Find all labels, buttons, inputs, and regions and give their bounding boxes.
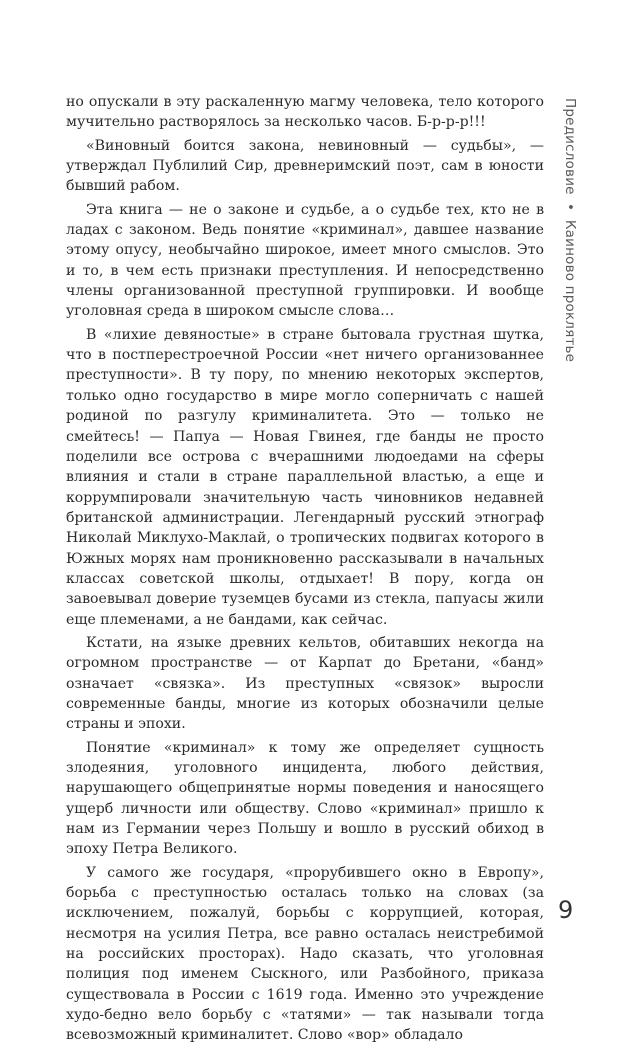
paragraph-1: но опускали в эту раскаленную магму человека, тело которого мучительно растворялось за несколько часов. Б-р-р-р!!! [66, 94, 544, 131]
paragraph-4: В «лихие девяностые» в стране бытовала грустная шутка, что в постперестроечной России «нет ничего организованнее преступности». В ту пору, по мнению некоторых экспертов, только одно государство в мире могло соперничать с нашей родиной по разгулу криминалитета. Это — только не смейтесь! — Папуа — Новая Гвинея, где банды не просто поделили все острова с вчерашними людоедами на сферы влияния и стали в стране параллельной властью, а еще и коррумпировали значительную часть чиновников недавней британской администрации. Легендарный русский этнограф Николай Миклухо-Маклай, о тропических подвигах которого в Южных морях нам проникновенно рассказывали в начальных классах советской школы, отдыхает! В пору, когда он завоевывал доверие туземцев бусами из стекла, папуасы жили еще племенами, а не бандами, как сейчас. [66, 326, 544, 628]
running-head-separator: • [562, 203, 578, 212]
paragraph-5: Кстати, на языке древних кельтов, обитавших некогда на огромном пространстве — от Карпат до Бретани, «банд» означает «связка». Из преступных «связок» выросли современные банды, многие из которых обозначили целые страны и эпохи. [66, 634, 544, 733]
running-head-title: Каиново проклятье [562, 219, 578, 363]
paragraph-6: Понятие «криминал» к тому же определяет сущность злодеяния, уголовного инцидента, любого действия, нарушающего общепринятые нормы поведения и наносящего ущерб личности или обществу. Слово «криминал» пришло к нам из Германии через Польшу и вошло в русский обиход в эпоху Петра Великого. [66, 739, 544, 858]
running-head-section: Предисловие [562, 98, 578, 195]
paragraph-3: Эта книга — не о законе и судьбе, а о судьбе тех, кто не в ладах с законом. Ведь понятие «криминал», давшее название этому опусу, необычайно широкое, имеет много смыслов. Это и то, в чем есть признаки преступления. И непосредственно члены организованной преступной группировки. И вообще уголовная среда в широком смысле слова… [66, 201, 544, 320]
paragraph-7: У самого же государя, «прорубившего окно в Европу», борьба с преступностью осталась только на словах (за исключением, пожалуй, борьбы с коррупцией, которая, несмотря на усилия Петра, все равно осталась неистребимой на российских просторах). Надо сказать, что уголовная полиция под именем Сыскного, или Разбойного, приказа существовала в России с 1619 года. Именно это учреждение худо-бедно вело борьбу с «татями» — так называли тогда всевозможный криминалитет. Слово «вор» обладало [66, 864, 544, 1044]
page-number: 9 [558, 896, 574, 924]
paragraph-2: «Виновный боится закона, невиновный — судьбы», — утверждал Публилий Сир, древнеримский поэт, сам в юности бывший рабом. [66, 137, 544, 195]
running-head [562, 98, 578, 362]
body-text [66, 92, 544, 1046]
